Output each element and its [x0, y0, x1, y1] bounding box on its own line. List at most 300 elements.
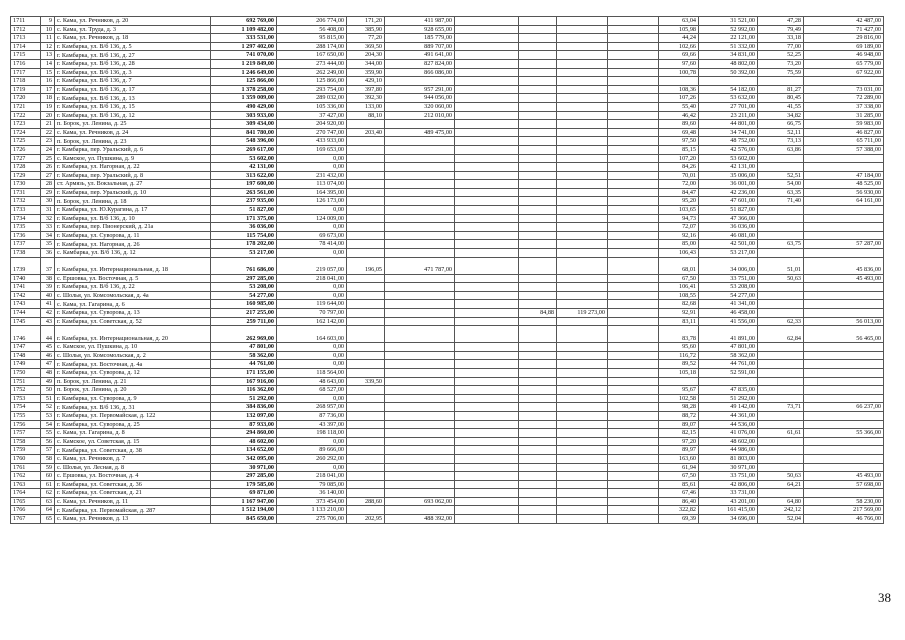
cell-total-cost: 294 860,00 — [211, 429, 277, 438]
cell-sum-e — [385, 343, 455, 352]
cell-sum-g — [557, 257, 608, 274]
cell-area-h: 67,50 — [659, 472, 699, 481]
table-row — [11, 188, 884, 197]
table-row — [11, 411, 884, 420]
cell-sum-g — [557, 240, 608, 249]
cell-area-h: 97,50 — [659, 137, 699, 146]
cell-blank-1 — [455, 317, 519, 326]
cell-blank-2 — [608, 85, 659, 94]
cell-blank-1 — [455, 515, 519, 524]
cell-row-id: 1735 — [11, 223, 41, 232]
cell-area-k — [758, 463, 804, 472]
table-row — [11, 368, 884, 377]
cell-blank-1 — [455, 309, 519, 318]
cell-blank-2 — [608, 480, 659, 489]
cell-area-h: 95,20 — [659, 197, 699, 206]
cell-blank-1 — [455, 85, 519, 94]
cell-sum-h: 41 341,00 — [699, 300, 758, 309]
cell-blank-1 — [455, 343, 519, 352]
cell-row-seq: 58 — [41, 454, 55, 463]
cell-address: г. Камбарка, ул. В/б 136, д. 12 — [55, 111, 211, 120]
cell-row-seq: 32 — [41, 214, 55, 223]
cell-area-g — [519, 206, 557, 215]
cell-sum-h: 54 277,00 — [699, 291, 758, 300]
cell-area-e — [347, 360, 385, 369]
cell-sum-g — [557, 515, 608, 524]
cell-area-h: 89,07 — [659, 420, 699, 429]
cell-sum-k — [804, 300, 884, 309]
cell-area-e: 288,60 — [347, 497, 385, 506]
cell-address: п. Борок, ул. Ленина, д. 18 — [55, 197, 211, 206]
cell-row-id: 1746 — [11, 326, 41, 343]
table-row — [11, 249, 884, 258]
cell-area-g — [519, 454, 557, 463]
cell-sum-e: 889 707,00 — [385, 42, 455, 51]
cell-address: п. Борок, ул. Ленина, д. 25 — [55, 120, 211, 129]
table-row — [11, 163, 884, 172]
cell-sum-k — [804, 214, 884, 223]
table-row — [11, 497, 884, 506]
cell-sum-g — [557, 377, 608, 386]
cell-area-e — [347, 394, 385, 403]
cell-blank-1 — [455, 360, 519, 369]
cell-row-id: 1725 — [11, 137, 41, 146]
cell-row-seq: 37 — [41, 257, 55, 274]
cell-row-id: 1718 — [11, 77, 41, 86]
cell-row-seq: 41 — [41, 300, 55, 309]
cell-total-cost: 116 362,00 — [211, 386, 277, 395]
cell-blank-2 — [608, 171, 659, 180]
cell-sum-e — [385, 394, 455, 403]
cell-blank-1 — [455, 68, 519, 77]
cell-sum-g — [557, 386, 608, 395]
cell-row-seq: 55 — [41, 429, 55, 438]
cell-sum-g — [557, 188, 608, 197]
cell-sum-g — [557, 85, 608, 94]
cell-row-seq: 25 — [41, 154, 55, 163]
cell-blank-1 — [455, 368, 519, 377]
cell-total-cost: 36 036,00 — [211, 223, 277, 232]
cell-blank-2 — [608, 446, 659, 455]
cell-work-cost: 231 432,00 — [277, 171, 347, 180]
cell-row-seq: 50 — [41, 386, 55, 395]
cell-blank-1 — [455, 180, 519, 189]
cell-area-e — [347, 368, 385, 377]
cell-work-cost: 78 414,00 — [277, 240, 347, 249]
cell-area-k: 50,63 — [758, 274, 804, 283]
cell-address: г. Камбарка, пер. Уральский, д. 8 — [55, 171, 211, 180]
table-row — [11, 386, 884, 395]
cell-total-cost: 1 512 194,00 — [211, 506, 277, 515]
cell-area-k: 52,11 — [758, 128, 804, 137]
cell-address: г. Камбарка, ул. В/б 136, д. 17 — [55, 85, 211, 94]
cell-row-seq: 57 — [41, 446, 55, 455]
cell-area-h: 67,46 — [659, 489, 699, 498]
cell-area-h: 69,66 — [659, 51, 699, 60]
cell-sum-e — [385, 326, 455, 343]
cell-row-id: 1716 — [11, 59, 41, 68]
cell-row-seq: 64 — [41, 506, 55, 515]
cell-area-g — [519, 420, 557, 429]
cell-row-seq: 24 — [41, 145, 55, 154]
cell-work-cost: 113 074,00 — [277, 180, 347, 189]
cell-row-seq: 40 — [41, 291, 55, 300]
cell-sum-g — [557, 42, 608, 51]
cell-blank-1 — [455, 171, 519, 180]
cell-address: г. Камбарка, ул. Первомайская, д. 122 — [55, 411, 211, 420]
cell-area-e — [347, 223, 385, 232]
cell-blank-2 — [608, 326, 659, 343]
cell-area-k: 81,27 — [758, 85, 804, 94]
cell-area-g — [519, 463, 557, 472]
cell-sum-h: 53 217,00 — [699, 249, 758, 258]
cell-area-k — [758, 360, 804, 369]
cell-area-k: 63,86 — [758, 145, 804, 154]
cell-sum-h: 43 201,00 — [699, 497, 758, 506]
cell-sum-e: 320 060,00 — [385, 102, 455, 111]
cell-work-cost: 218 041,00 — [277, 274, 347, 283]
cell-sum-g — [557, 197, 608, 206]
cell-blank-2 — [608, 223, 659, 232]
cell-area-k — [758, 154, 804, 163]
cell-sum-k — [804, 291, 884, 300]
cell-area-g — [519, 317, 557, 326]
cell-sum-g — [557, 154, 608, 163]
cell-work-cost: 219 057,00 — [277, 257, 347, 274]
cell-address: г. Камбарка, ул. В/б 136, д. 28 — [55, 59, 211, 68]
cell-total-cost: 160 985,00 — [211, 300, 277, 309]
cell-area-e — [347, 463, 385, 472]
cell-area-k: 75,59 — [758, 68, 804, 77]
cell-row-seq: 38 — [41, 274, 55, 283]
cell-total-cost: 178 202,00 — [211, 240, 277, 249]
table-row — [11, 257, 884, 274]
cell-area-h: 88,72 — [659, 411, 699, 420]
cell-row-seq: 10 — [41, 25, 55, 34]
cell-blank-2 — [608, 249, 659, 258]
cell-area-k — [758, 163, 804, 172]
cell-total-cost: 53 208,00 — [211, 283, 277, 292]
table-row — [11, 309, 884, 318]
cell-area-e: 344,00 — [347, 59, 385, 68]
cell-row-id: 1741 — [11, 283, 41, 292]
cell-row-id: 1737 — [11, 240, 41, 249]
cell-blank-2 — [608, 403, 659, 412]
cell-area-e — [347, 283, 385, 292]
cell-work-cost: 0,00 — [277, 206, 347, 215]
cell-blank-2 — [608, 300, 659, 309]
cell-sum-e — [385, 420, 455, 429]
cell-area-h: 68,01 — [659, 257, 699, 274]
cell-area-g — [519, 326, 557, 343]
cell-area-g — [519, 231, 557, 240]
cell-row-seq: 33 — [41, 223, 55, 232]
cell-row-seq: 45 — [41, 343, 55, 352]
cell-total-cost: 171 375,00 — [211, 214, 277, 223]
cell-blank-2 — [608, 351, 659, 360]
cell-blank-1 — [455, 394, 519, 403]
cell-area-e — [347, 249, 385, 258]
cell-area-h: 86,40 — [659, 497, 699, 506]
cell-area-e — [347, 206, 385, 215]
table-row — [11, 300, 884, 309]
table-row — [11, 59, 884, 68]
cell-address: с. Кама, ул. Речников, д. 7 — [55, 454, 211, 463]
cell-sum-g — [557, 368, 608, 377]
cell-area-g — [519, 128, 557, 137]
cell-area-k: 73,71 — [758, 403, 804, 412]
cell-work-cost: 273 444,00 — [277, 59, 347, 68]
cell-row-id: 1750 — [11, 368, 41, 377]
cell-sum-k: 46 948,00 — [804, 51, 884, 60]
cell-row-seq: 48 — [41, 368, 55, 377]
cell-sum-k — [804, 386, 884, 395]
cell-area-g — [519, 85, 557, 94]
cell-total-cost: 51 292,00 — [211, 394, 277, 403]
cell-area-e — [347, 154, 385, 163]
cell-sum-g — [557, 394, 608, 403]
cell-row-id: 1745 — [11, 317, 41, 326]
cell-row-seq: 56 — [41, 437, 55, 446]
cell-sum-h: 34 696,00 — [699, 515, 758, 524]
cell-area-h: 108,55 — [659, 291, 699, 300]
cell-total-cost: 53 217,00 — [211, 249, 277, 258]
cell-row-id: 1762 — [11, 472, 41, 481]
cell-sum-h: 44 986,00 — [699, 446, 758, 455]
cell-row-seq: 19 — [41, 102, 55, 111]
cell-total-cost: 179 585,00 — [211, 480, 277, 489]
cell-area-h: 70,01 — [659, 171, 699, 180]
cell-work-cost: 87 736,00 — [277, 411, 347, 420]
cell-sum-k: 57 388,00 — [804, 145, 884, 154]
cell-sum-g — [557, 300, 608, 309]
cell-total-cost: 42 131,00 — [211, 163, 277, 172]
cell-sum-e: 944 056,00 — [385, 94, 455, 103]
table-row — [11, 377, 884, 386]
cell-row-seq: 49 — [41, 377, 55, 386]
cell-sum-e: 471 787,00 — [385, 257, 455, 274]
cell-row-seq: 52 — [41, 403, 55, 412]
cell-area-h: 107,20 — [659, 154, 699, 163]
cell-work-cost: 126 173,00 — [277, 197, 347, 206]
cell-work-cost: 0,00 — [277, 283, 347, 292]
table-row — [11, 326, 884, 343]
table-row — [11, 291, 884, 300]
cell-row-id: 1740 — [11, 274, 41, 283]
cell-total-cost: 342 095,00 — [211, 454, 277, 463]
cell-blank-1 — [455, 326, 519, 343]
cell-area-k — [758, 420, 804, 429]
cell-sum-e — [385, 480, 455, 489]
cell-work-cost: 204 920,00 — [277, 120, 347, 129]
cell-area-g: 84,88 — [519, 309, 557, 318]
cell-area-h: 84,47 — [659, 188, 699, 197]
cell-sum-h — [699, 377, 758, 386]
cell-blank-2 — [608, 291, 659, 300]
cell-row-seq: 51 — [41, 394, 55, 403]
cell-row-id: 1731 — [11, 188, 41, 197]
table-row — [11, 214, 884, 223]
cell-row-seq: 12 — [41, 42, 55, 51]
cell-area-g — [519, 480, 557, 489]
cell-total-cost: 1 109 482,00 — [211, 25, 277, 34]
cell-area-h: 100,78 — [659, 68, 699, 77]
cell-area-e — [347, 214, 385, 223]
cell-area-g — [519, 411, 557, 420]
cell-blank-2 — [608, 309, 659, 318]
cell-total-cost: 841 780,00 — [211, 128, 277, 137]
table-row — [11, 446, 884, 455]
cell-sum-k: 45 493,00 — [804, 472, 884, 481]
cell-row-seq: 43 — [41, 317, 55, 326]
cell-area-k — [758, 411, 804, 420]
cell-row-id: 1713 — [11, 34, 41, 43]
table-row — [11, 240, 884, 249]
table-row — [11, 85, 884, 94]
table-row — [11, 51, 884, 60]
cell-work-cost: 262 249,00 — [277, 68, 347, 77]
cell-blank-2 — [608, 231, 659, 240]
cell-row-seq: 46 — [41, 351, 55, 360]
cell-sum-k: 65 779,00 — [804, 59, 884, 68]
cell-area-h: 82,68 — [659, 300, 699, 309]
cell-sum-e: 185 779,00 — [385, 34, 455, 43]
cell-sum-h: 34 006,00 — [699, 257, 758, 274]
cell-area-h: 72,07 — [659, 223, 699, 232]
cell-sum-h: 52 992,00 — [699, 25, 758, 34]
cell-address: п. Борок, ул. Ленина, д. 21 — [55, 377, 211, 386]
cell-total-cost: 132 097,00 — [211, 411, 277, 420]
cell-row-id: 1752 — [11, 386, 41, 395]
cell-area-h: 92,16 — [659, 231, 699, 240]
cell-work-cost: 0,00 — [277, 163, 347, 172]
cell-sum-h: 42 576,00 — [699, 145, 758, 154]
cell-area-k — [758, 368, 804, 377]
cell-blank-1 — [455, 411, 519, 420]
cell-row-id: 1732 — [11, 197, 41, 206]
cell-row-id: 1760 — [11, 454, 41, 463]
cell-area-g — [519, 300, 557, 309]
cell-work-cost: 36 140,00 — [277, 489, 347, 498]
cell-area-k: 52,04 — [758, 515, 804, 524]
cell-sum-k: 67 922,00 — [804, 68, 884, 77]
cell-area-g — [519, 489, 557, 498]
table-row — [11, 231, 884, 240]
cell-work-cost: 162 142,00 — [277, 317, 347, 326]
cell-sum-k: 69 189,00 — [804, 42, 884, 51]
cell-sum-e — [385, 154, 455, 163]
cell-area-k: 61,61 — [758, 429, 804, 438]
cell-row-id: 1758 — [11, 437, 41, 446]
cell-sum-h: 22 121,00 — [699, 34, 758, 43]
cell-row-seq: 60 — [41, 472, 55, 481]
cell-sum-k: 64 161,00 — [804, 197, 884, 206]
cell-address: с. Шолья, ул. Комсомольская, д. 2 — [55, 351, 211, 360]
cell-area-g — [519, 180, 557, 189]
table-row — [11, 360, 884, 369]
cell-sum-g — [557, 360, 608, 369]
cell-area-k — [758, 283, 804, 292]
cell-sum-e — [385, 180, 455, 189]
cell-blank-1 — [455, 283, 519, 292]
cell-area-h: 97,60 — [659, 59, 699, 68]
cell-blank-2 — [608, 343, 659, 352]
cell-sum-k: 55 366,00 — [804, 429, 884, 438]
cell-total-cost: 1 167 947,00 — [211, 497, 277, 506]
cell-blank-2 — [608, 51, 659, 60]
cell-area-k: 63,35 — [758, 188, 804, 197]
cell-area-e: 385,90 — [347, 25, 385, 34]
cell-blank-2 — [608, 429, 659, 438]
cell-area-h: 97,20 — [659, 437, 699, 446]
cell-area-e — [347, 437, 385, 446]
cell-blank-2 — [608, 274, 659, 283]
cell-row-id: 1738 — [11, 249, 41, 258]
cell-area-g — [519, 77, 557, 86]
cell-total-cost: 259 711,00 — [211, 317, 277, 326]
cell-sum-e — [385, 231, 455, 240]
cell-area-g — [519, 515, 557, 524]
cell-sum-e: 957 291,00 — [385, 85, 455, 94]
cell-work-cost: 70 797,00 — [277, 309, 347, 318]
cell-work-cost: 125 866,00 — [277, 77, 347, 86]
cell-total-cost: 167 916,00 — [211, 377, 277, 386]
cell-total-cost: 548 396,00 — [211, 137, 277, 146]
cell-area-h: 63,04 — [659, 17, 699, 26]
cell-area-e — [347, 163, 385, 172]
cell-work-cost: 0,00 — [277, 351, 347, 360]
cell-area-e — [347, 326, 385, 343]
cell-area-h: 92,91 — [659, 309, 699, 318]
cell-area-e — [347, 472, 385, 481]
cell-row-id: 1764 — [11, 489, 41, 498]
cell-row-seq: 15 — [41, 68, 55, 77]
register-table — [10, 16, 884, 524]
cell-blank-1 — [455, 120, 519, 129]
cell-area-g — [519, 111, 557, 120]
table-row — [11, 77, 884, 86]
cell-sum-h: 46 081,00 — [699, 231, 758, 240]
cell-sum-h: 46 458,00 — [699, 309, 758, 318]
cell-area-k — [758, 214, 804, 223]
cell-sum-e — [385, 120, 455, 129]
cell-sum-e — [385, 77, 455, 86]
cell-work-cost: 0,00 — [277, 154, 347, 163]
cell-sum-k — [804, 368, 884, 377]
cell-row-id: 1744 — [11, 309, 41, 318]
cell-blank-2 — [608, 180, 659, 189]
cell-total-cost: 54 277,00 — [211, 291, 277, 300]
cell-area-h: 83,11 — [659, 317, 699, 326]
cell-sum-h: 51 827,00 — [699, 206, 758, 215]
table-row — [11, 206, 884, 215]
cell-area-g — [519, 257, 557, 274]
cell-area-e — [347, 274, 385, 283]
cell-work-cost: 164 603,00 — [277, 326, 347, 343]
cell-sum-g — [557, 128, 608, 137]
cell-row-id: 1767 — [11, 515, 41, 524]
cell-area-e: 429,10 — [347, 77, 385, 86]
cell-area-e: 196,05 — [347, 257, 385, 274]
cell-area-k: 54,00 — [758, 180, 804, 189]
cell-address: с. Кама, ул. Гагарина, д. 6 — [55, 300, 211, 309]
cell-area-h: 94,73 — [659, 214, 699, 223]
cell-area-h: 108,36 — [659, 85, 699, 94]
cell-work-cost: 69 673,00 — [277, 231, 347, 240]
cell-sum-g — [557, 291, 608, 300]
cell-work-cost: 105 336,00 — [277, 102, 347, 111]
cell-blank-1 — [455, 240, 519, 249]
